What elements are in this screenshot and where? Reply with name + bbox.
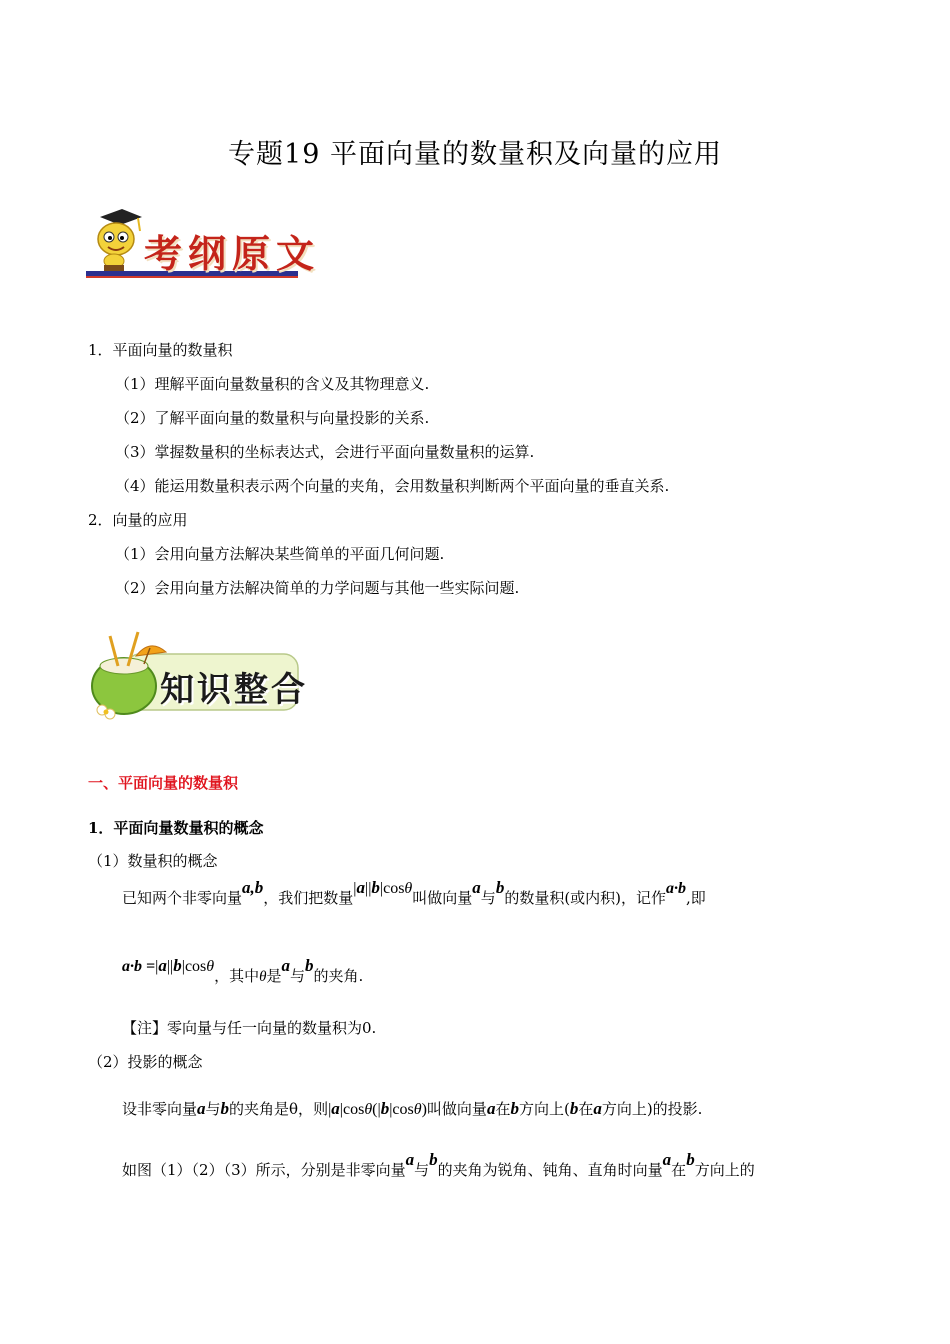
def-text: 与 — [480, 889, 496, 907]
vector-a: a — [405, 1150, 415, 1169]
subsection-heading: 1．平面向量数量积的概念 — [88, 819, 264, 837]
vector-b: b — [220, 1099, 230, 1118]
formula-acos: |a|cosθ — [328, 1099, 373, 1118]
vector-b: b — [569, 1099, 579, 1118]
def-text: ,即 — [686, 889, 706, 907]
eq-theta: θ — [259, 969, 267, 985]
banner-knowledge — [88, 630, 308, 722]
proj-text: 方向上)的投影. — [601, 1100, 703, 1118]
item-heading: （1）数量积的概念 — [88, 852, 218, 870]
vector-b: b — [510, 1099, 519, 1118]
outline-item: （2）了解平面向量的数量积与向量投影的关系. — [115, 409, 430, 427]
page-title: 专题19 平面向量的数量积及向量的应用 — [228, 139, 722, 170]
banner-syllabus-text: 考纲原文 — [144, 232, 321, 276]
eq-text: 是 — [266, 967, 282, 985]
vector-b: b — [429, 1150, 438, 1169]
proj-text: 叫做向量 — [426, 1100, 487, 1118]
vector-a: a — [472, 878, 481, 897]
projection-line — [122, 1099, 702, 1121]
outline-item: 2．向量的应用 — [88, 511, 188, 529]
figure-line — [122, 1150, 755, 1194]
def-text: 的数量积(或内积)，记作 — [504, 889, 667, 907]
vector-ab: a,b — [242, 878, 264, 897]
vector-b: b — [686, 1150, 695, 1169]
proj-text: 设非零向量 — [122, 1100, 198, 1118]
formula-bcos: (|b|cosθ) — [372, 1099, 427, 1118]
outline-item: （4）能运用数量积表示两个向量的夹角，会用数量积判断两个平面向量的垂直关系. — [115, 477, 670, 495]
eq-text: 与 — [290, 967, 306, 985]
eq-text: 的夹角. — [313, 967, 364, 985]
proj-text: 的夹角是θ，则 — [229, 1100, 329, 1118]
outline-item: （3）掌握数量积的坐标表达式，会进行平面向量数量积的运算. — [115, 443, 535, 461]
banner-knowledge-text: 知识整合 — [160, 670, 308, 710]
eq-rhs: |a||b|cosθ — [155, 956, 215, 975]
section-heading: 一、平面向量的数量积 — [88, 774, 239, 792]
def-text: ，我们把数量 — [263, 889, 354, 907]
vector-a: a — [486, 1099, 496, 1118]
def-text: 已知两个非零向量 — [122, 889, 243, 907]
note: 【注】零向量与任一向量的数量积为0. — [122, 1019, 377, 1037]
proj-text: 在 — [578, 1100, 594, 1118]
vector-a: a — [662, 1150, 672, 1169]
outline-item: （1）理解平面向量数量积的含义及其物理意义. — [115, 375, 430, 393]
formula-abcos: |a||b|cosθ — [353, 878, 413, 897]
proj-text: 方向上( — [518, 1100, 570, 1118]
def-text: 叫做向量 — [412, 889, 473, 907]
definition-line — [122, 878, 706, 922]
outline-item: （2）会用向量方法解决简单的力学问题与其他一些实际问题. — [115, 579, 520, 597]
vector-adotb: a·b — [666, 880, 687, 897]
fig-text: 如图（1）（2）（3）所示，分别是非零向量 — [122, 1161, 406, 1179]
vector-b: b — [495, 878, 505, 897]
fig-text: 与 — [414, 1161, 430, 1179]
eq-text: ，其中 — [214, 967, 260, 985]
equation-line — [122, 956, 364, 1000]
outline-item: 1．平面向量的数量积 — [88, 341, 233, 359]
vector-a: a — [593, 1099, 602, 1118]
fig-text: 在 — [671, 1161, 687, 1179]
fig-text: 方向上的 — [694, 1161, 755, 1179]
outline-item: （1）会用向量方法解决某些简单的平面几何问题. — [115, 545, 445, 563]
fig-text: 的夹角为锐角、钝角、直角时向量 — [437, 1161, 663, 1179]
vector-a: a — [197, 1099, 206, 1118]
proj-text: 与 — [205, 1100, 221, 1118]
item-heading: （2）投影的概念 — [88, 1053, 203, 1071]
vector-a: a — [281, 956, 291, 975]
proj-text: 在 — [495, 1100, 511, 1118]
vector-b: b — [305, 956, 314, 975]
eq-lhs: a·b = — [122, 958, 156, 975]
banner-syllabus — [86, 205, 321, 280]
